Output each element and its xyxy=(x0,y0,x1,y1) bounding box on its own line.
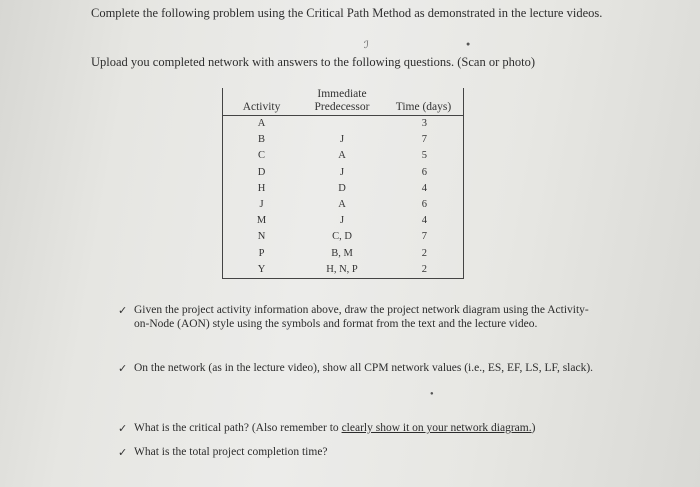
table-row xyxy=(223,181,464,197)
question-text-underlined: clearly show it on your network diagram. xyxy=(341,422,532,434)
table-row xyxy=(223,246,464,262)
table-row xyxy=(223,229,464,245)
cell-activity: B xyxy=(258,134,266,146)
cell-predecessor xyxy=(300,116,384,133)
header-predecessor-label: Immediate Predecessor xyxy=(314,88,370,113)
cell-predecessor: J xyxy=(339,215,345,227)
question-text: What is the critical path? (Also remember to xyxy=(134,422,342,434)
check-icon: ✓ xyxy=(118,362,128,375)
table-row xyxy=(223,116,464,133)
table-row xyxy=(223,197,464,213)
header-predecessor xyxy=(300,88,384,116)
header-time: Time (days) xyxy=(384,88,464,116)
table-row xyxy=(223,213,464,229)
cell-activity: N xyxy=(257,231,266,243)
cell-time: 6 xyxy=(421,199,427,211)
question-cpm-values xyxy=(118,362,604,376)
table-row xyxy=(223,165,464,181)
cell-activity: P xyxy=(258,247,265,259)
cell-time: 4 xyxy=(421,215,427,227)
cell-activity: H xyxy=(257,182,266,194)
table-row xyxy=(223,132,464,148)
question-text: On the network (as in the lecture video), show all CPM network values (i.e., ES, EF, LS, LF, slack). xyxy=(134,362,594,374)
cell-predecessor: J xyxy=(339,134,345,146)
cell-time: 4 xyxy=(421,182,427,194)
question-network-diagram xyxy=(118,304,604,331)
cell-time: 2 xyxy=(421,263,427,275)
check-icon: ✓ xyxy=(118,422,128,435)
header-activity: Activity xyxy=(223,88,301,116)
question-text-suffix: ) xyxy=(531,422,536,434)
check-icon: ✓ xyxy=(118,304,128,317)
cell-predecessor: A xyxy=(338,199,346,211)
check-icon: ✓ xyxy=(118,446,128,459)
upload-instruction: Upload you completed network with answers to the following questions. (Scan or photo) xyxy=(91,55,536,69)
question-text: What is the total project completion time? xyxy=(134,446,328,458)
table-header-row xyxy=(223,88,464,116)
stray-dot: ● xyxy=(430,391,434,397)
cell-activity: M xyxy=(256,215,267,227)
stray-dot: ● xyxy=(466,40,471,48)
table-row xyxy=(223,148,464,164)
cell-predecessor: J xyxy=(339,166,345,178)
cell-time: 6 xyxy=(421,166,427,178)
question-completion-time xyxy=(118,446,604,460)
cell-predecessor: C, D xyxy=(332,231,352,243)
cell-time: 7 xyxy=(421,134,427,146)
activity-table xyxy=(222,88,464,279)
cell-activity: C xyxy=(258,150,266,162)
cell-time: 2 xyxy=(421,247,427,259)
cell-activity: A xyxy=(257,118,266,130)
question-critical-path xyxy=(118,422,614,436)
cell-activity: D xyxy=(257,166,266,178)
cell-activity: Y xyxy=(257,263,266,275)
table-row xyxy=(223,262,464,279)
table-body xyxy=(223,116,464,279)
cell-activity: J xyxy=(259,199,264,211)
stray-mark: ℐ xyxy=(364,40,369,51)
cell-predecessor: A xyxy=(338,150,346,162)
cell-predecessor: D xyxy=(338,182,346,194)
cell-time: 7 xyxy=(421,231,427,243)
cell-time: 3 xyxy=(421,118,427,130)
intro-text: Complete the following problem using the Critical Path Method as demonstrated in the lecture videos. xyxy=(91,6,603,20)
cell-predecessor: H, N, P xyxy=(326,263,358,275)
cell-time: 5 xyxy=(421,150,427,162)
cell-predecessor: B, M xyxy=(331,247,353,259)
question-text: Given the project activity information above, draw the project network diagram using the Activity-on-Node (AON) style using the symbols and format from the text and the lecture video. xyxy=(134,304,589,330)
